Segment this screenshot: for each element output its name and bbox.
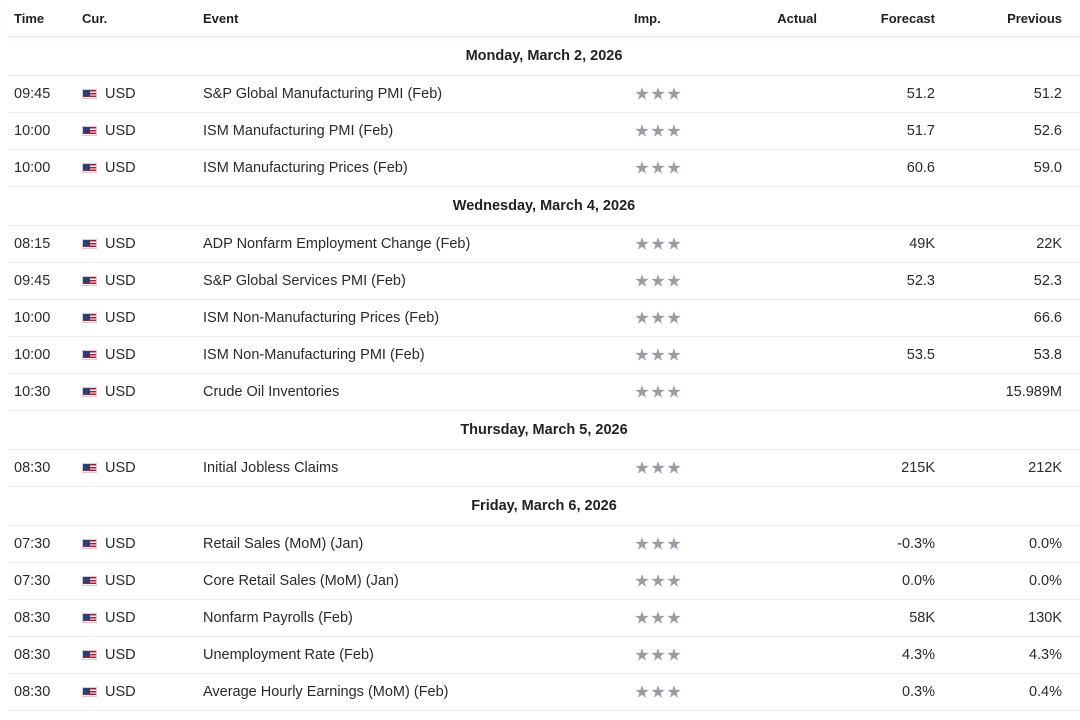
event-forecast: 58K xyxy=(909,610,935,626)
table-row[interactable] xyxy=(8,526,1080,563)
star-icon xyxy=(635,124,649,138)
event-time: 09:45 xyxy=(14,273,51,289)
currency-code: USD xyxy=(105,684,136,700)
importance-stars xyxy=(635,161,681,175)
event-name[interactable]: ADP Nonfarm Employment Change (Feb) xyxy=(203,236,471,252)
star-icon xyxy=(651,537,665,551)
event-time: 10:30 xyxy=(14,384,51,400)
us-flag-icon xyxy=(82,463,97,473)
star-icon xyxy=(667,537,681,551)
star-icon xyxy=(667,574,681,588)
importance-stars xyxy=(635,124,681,138)
importance-rating xyxy=(635,450,681,486)
currency-code: USD xyxy=(105,273,136,289)
importance-rating xyxy=(635,300,681,336)
us-flag-icon xyxy=(82,276,97,286)
importance-rating xyxy=(635,600,681,636)
importance-stars xyxy=(635,348,681,362)
event-currency xyxy=(82,563,136,599)
economic-calendar xyxy=(8,0,1080,711)
importance-stars xyxy=(635,385,681,399)
importance-stars xyxy=(635,461,681,475)
table-body xyxy=(8,37,1080,711)
importance-stars xyxy=(635,274,681,288)
table-row[interactable] xyxy=(8,150,1080,187)
table-row[interactable] xyxy=(8,563,1080,600)
event-previous: 22K xyxy=(1036,236,1062,252)
event-previous: 0.0% xyxy=(1028,536,1062,552)
currency-code: USD xyxy=(105,310,136,326)
us-flag-icon xyxy=(82,539,97,549)
us-flag-icon xyxy=(82,613,97,623)
importance-rating xyxy=(635,76,681,112)
star-icon xyxy=(651,574,665,588)
star-icon xyxy=(651,87,665,101)
event-currency xyxy=(82,337,136,373)
event-forecast: 215K xyxy=(901,460,935,476)
star-icon xyxy=(667,124,681,138)
event-name[interactable]: Average Hourly Earnings (MoM) (Feb) xyxy=(203,684,449,700)
table-row[interactable] xyxy=(8,226,1080,263)
us-flag-icon xyxy=(82,576,97,586)
star-icon xyxy=(667,274,681,288)
event-currency xyxy=(82,113,136,149)
importance-rating xyxy=(635,374,681,410)
currency-code: USD xyxy=(105,160,136,176)
star-icon xyxy=(667,685,681,699)
event-forecast: 52.3 xyxy=(906,273,935,289)
event-forecast: 0.0% xyxy=(901,573,935,589)
event-previous: 59.0 xyxy=(1033,160,1062,176)
event-time: 08:30 xyxy=(14,460,51,476)
star-icon xyxy=(635,348,649,362)
event-time: 09:45 xyxy=(14,86,51,102)
event-time: 10:00 xyxy=(14,160,51,176)
table-row[interactable] xyxy=(8,113,1080,150)
event-previous: 0.0% xyxy=(1028,573,1062,589)
star-icon xyxy=(651,311,665,325)
star-icon xyxy=(635,161,649,175)
importance-rating xyxy=(635,526,681,562)
event-previous: 53.8 xyxy=(1033,347,1062,363)
star-icon xyxy=(651,461,665,475)
us-flag-icon xyxy=(82,313,97,323)
event-previous: 4.3% xyxy=(1028,647,1062,663)
star-icon xyxy=(651,611,665,625)
currency-code: USD xyxy=(105,236,136,252)
event-currency xyxy=(82,526,136,562)
event-currency xyxy=(82,637,136,673)
day-label: Friday, March 6, 2026 xyxy=(471,498,617,514)
star-icon xyxy=(667,87,681,101)
importance-rating xyxy=(635,226,681,262)
importance-stars xyxy=(635,537,681,551)
currency-code: USD xyxy=(105,384,136,400)
us-flag-icon xyxy=(82,89,97,99)
header-time[interactable]: Time xyxy=(14,10,45,26)
currency-code: USD xyxy=(105,460,136,476)
header-actual[interactable]: Actual xyxy=(777,10,817,26)
importance-stars xyxy=(635,87,681,101)
star-icon xyxy=(635,461,649,475)
event-previous: 52.6 xyxy=(1033,123,1062,139)
currency-code: USD xyxy=(105,123,136,139)
day-label: Wednesday, March 4, 2026 xyxy=(452,198,636,214)
currency-code: USD xyxy=(105,610,136,626)
event-name[interactable]: ISM Non-Manufacturing PMI (Feb) xyxy=(203,347,425,363)
importance-rating xyxy=(635,263,681,299)
event-name[interactable]: Unemployment Rate (Feb) xyxy=(203,647,374,663)
table-row[interactable] xyxy=(8,263,1080,300)
table-row[interactable] xyxy=(8,300,1080,337)
star-icon xyxy=(635,237,649,251)
event-currency xyxy=(82,150,136,186)
star-icon xyxy=(651,348,665,362)
star-icon xyxy=(635,574,649,588)
event-name[interactable]: Initial Jobless Claims xyxy=(203,460,339,476)
event-time: 08:30 xyxy=(14,647,51,663)
event-name[interactable]: ISM Manufacturing PMI (Feb) xyxy=(203,123,394,139)
currency-code: USD xyxy=(105,347,136,363)
star-icon xyxy=(651,274,665,288)
event-currency xyxy=(82,300,136,336)
star-icon xyxy=(635,385,649,399)
event-name[interactable]: Core Retail Sales (MoM) (Jan) xyxy=(203,573,399,589)
event-forecast: 51.2 xyxy=(906,86,935,102)
star-icon xyxy=(667,237,681,251)
currency-code: USD xyxy=(105,86,136,102)
importance-rating xyxy=(635,113,681,149)
header-currency[interactable]: Cur. xyxy=(82,10,108,26)
star-icon xyxy=(667,161,681,175)
table-row[interactable] xyxy=(8,600,1080,637)
event-name[interactable]: ISM Manufacturing Prices (Feb) xyxy=(203,160,408,176)
star-icon xyxy=(651,648,665,662)
star-icon xyxy=(651,124,665,138)
star-icon xyxy=(651,237,665,251)
importance-stars xyxy=(635,237,681,251)
event-currency xyxy=(82,76,136,112)
event-time: 08:30 xyxy=(14,684,51,700)
us-flag-icon xyxy=(82,126,97,136)
importance-rating xyxy=(635,150,681,186)
event-previous: 0.4% xyxy=(1028,684,1062,700)
star-icon xyxy=(651,385,665,399)
us-flag-icon xyxy=(82,163,97,173)
us-flag-icon xyxy=(82,650,97,660)
event-previous: 130K xyxy=(1028,610,1062,626)
event-forecast: 4.3% xyxy=(901,647,935,663)
header-forecast[interactable]: Forecast xyxy=(880,10,935,26)
star-icon xyxy=(667,648,681,662)
currency-code: USD xyxy=(105,573,136,589)
event-previous: 212K xyxy=(1028,460,1062,476)
event-time: 10:00 xyxy=(14,347,51,363)
event-forecast: -0.3% xyxy=(897,536,935,552)
importance-stars xyxy=(635,648,681,662)
event-currency xyxy=(82,263,136,299)
day-header-row xyxy=(8,411,1080,450)
importance-stars xyxy=(635,611,681,625)
us-flag-icon xyxy=(82,387,97,397)
event-name[interactable]: S&P Global Manufacturing PMI (Feb) xyxy=(203,86,443,102)
day-header-row xyxy=(8,487,1080,526)
event-name[interactable]: ISM Non-Manufacturing Prices (Feb) xyxy=(203,310,440,326)
star-icon xyxy=(635,274,649,288)
header-event[interactable]: Event xyxy=(203,10,239,26)
event-currency xyxy=(82,674,136,710)
event-time: 10:00 xyxy=(14,123,51,139)
table-row[interactable] xyxy=(8,374,1080,411)
event-previous: 51.2 xyxy=(1033,86,1062,102)
importance-rating xyxy=(635,674,681,710)
currency-code: USD xyxy=(105,536,136,552)
event-forecast: 60.6 xyxy=(906,160,935,176)
event-forecast: 53.5 xyxy=(906,347,935,363)
table-row[interactable] xyxy=(8,637,1080,674)
event-name[interactable]: Nonfarm Payrolls (Feb) xyxy=(203,610,353,626)
star-icon xyxy=(651,685,665,699)
importance-rating xyxy=(635,563,681,599)
event-time: 07:30 xyxy=(14,573,51,589)
event-currency xyxy=(82,374,136,410)
star-icon xyxy=(651,161,665,175)
table-row[interactable] xyxy=(8,76,1080,113)
importance-stars xyxy=(635,574,681,588)
star-icon xyxy=(635,87,649,101)
star-icon xyxy=(635,611,649,625)
us-flag-icon xyxy=(82,687,97,697)
importance-stars xyxy=(635,685,681,699)
event-currency xyxy=(82,226,136,262)
event-forecast: 49K xyxy=(909,236,935,252)
star-icon xyxy=(635,648,649,662)
event-time: 10:00 xyxy=(14,310,51,326)
event-currency xyxy=(82,600,136,636)
day-header-row xyxy=(8,187,1080,226)
star-icon xyxy=(667,611,681,625)
star-icon xyxy=(635,311,649,325)
table-header xyxy=(8,0,1080,37)
event-time: 08:15 xyxy=(14,236,51,252)
event-name[interactable]: S&P Global Services PMI (Feb) xyxy=(203,273,406,289)
importance-rating xyxy=(635,337,681,373)
table-row[interactable] xyxy=(8,674,1080,711)
table-row[interactable] xyxy=(8,450,1080,487)
event-name[interactable]: Retail Sales (MoM) (Jan) xyxy=(203,536,364,552)
us-flag-icon xyxy=(82,350,97,360)
event-forecast: 0.3% xyxy=(901,684,935,700)
day-label: Thursday, March 5, 2026 xyxy=(460,422,628,438)
star-icon xyxy=(667,385,681,399)
table-row[interactable] xyxy=(8,337,1080,374)
us-flag-icon xyxy=(82,239,97,249)
currency-code: USD xyxy=(105,647,136,663)
star-icon xyxy=(635,685,649,699)
event-currency xyxy=(82,450,136,486)
importance-stars xyxy=(635,311,681,325)
day-header-row xyxy=(8,37,1080,76)
event-previous: 52.3 xyxy=(1033,273,1062,289)
header-previous[interactable]: Previous xyxy=(1007,10,1062,26)
star-icon xyxy=(667,311,681,325)
star-icon xyxy=(635,537,649,551)
day-label: Monday, March 2, 2026 xyxy=(465,48,623,64)
event-previous: 66.6 xyxy=(1033,310,1062,326)
star-icon xyxy=(667,461,681,475)
importance-rating xyxy=(635,637,681,673)
event-previous: 15.989M xyxy=(1005,384,1062,400)
header-importance[interactable]: Imp. xyxy=(634,10,661,26)
event-name[interactable]: Crude Oil Inventories xyxy=(203,384,340,400)
event-time: 07:30 xyxy=(14,536,51,552)
event-forecast: 51.7 xyxy=(906,123,935,139)
event-time: 08:30 xyxy=(14,610,51,626)
star-icon xyxy=(667,348,681,362)
